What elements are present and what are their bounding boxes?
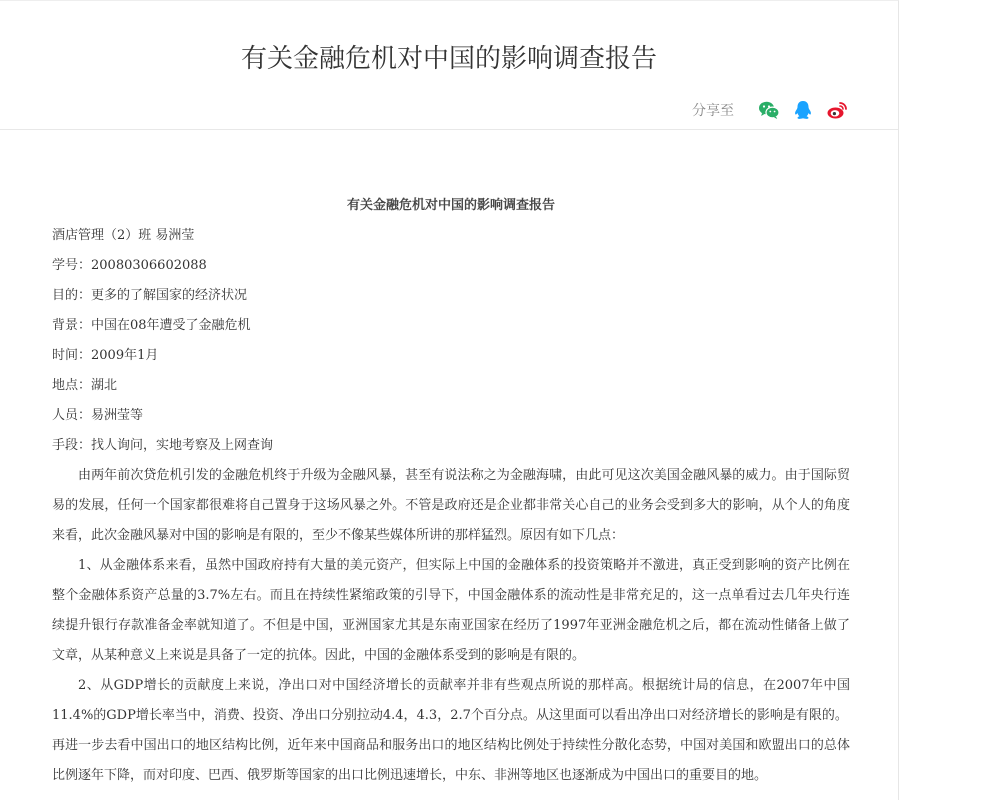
meta-method: 手段：找人询问，实地考察及上网查询 <box>52 438 274 453</box>
meta-class: 酒店管理（2）班 易洲莹 <box>52 228 195 243</box>
meta-personnel: 人员：易洲莹等 <box>52 408 144 423</box>
wechat-icon[interactable] <box>758 99 780 121</box>
meta-background: 背景：中国在08年遭受了金融危机 <box>52 318 251 333</box>
share-bar <box>692 97 848 123</box>
article-header <box>0 1 898 130</box>
meta-location: 地点：湖北 <box>52 378 118 393</box>
paragraph-point-1: 1、从金融体系来看，虽然中国政府持有大量的美元资产，但实际上中国的金融体系的投资策略并不激进，真正受到影响的资产比例在整个金融体系资产总量的3.7%左右。而且在持续性紧缩政策的引导下，中国金融体系的流动性是非常充足的，这一点单看过去几年央行连续提升银行存款准备金率就知道了。不但是中国，亚洲国家尤其是东南亚国家在经历了1997年亚洲金融危机之后，都在流动性储备上做了文章，从某种意义上来说是具备了一定的抗体。因此，中国的金融体系受到的影响是有限的。 <box>52 558 850 663</box>
paragraph-point-2: 2、从GDP增长的贡献度上来说，净出口对中国经济增长的贡献率并非有些观点所说的那样高。根据统计局的信息，在2007年中国11.4%的GDP增长率当中，消费、投资、净出口分别拉动4.4，4.3，2.7个百分点。从这里面可以看出净出口对经济增长的影响是有限的。 <box>52 678 850 723</box>
meta-time: 时间：2009年1月 <box>52 348 159 363</box>
paragraph-intro: 由两年前次贷危机引发的金融危机终于升级为金融风暴，甚至有说法称之为金融海啸，由此可见这次美国金融风暴的威力。由于国际贸易的发展，任何一个国家都很难将自己置身于这场风暴之外。不管是政府还是企业都非常关心自己的业务会受到多大的影响，从个人的角度来看，此次金融风暴对中国的影响是有限的，至少不像某些媒体所讲的那样猛烈。原因有如下几点： <box>52 468 850 543</box>
paragraph-export-structure: 再进一步去看中国出口的地区结构比例，近年来中国商品和服务出口的地区结构比例处于持续性分散化态势，中国对美国和欧盟出口的总体比例逐年下降，而对印度、巴西、俄罗斯等国家的出口比例迅速增长，中东、非洲等地区也逐渐成为中国出口的重要目的地。 <box>52 738 850 783</box>
qq-icon[interactable] <box>792 99 814 121</box>
article-content <box>52 191 850 791</box>
share-label: 分享至 <box>692 103 734 119</box>
document-title: 有关金融危机对中国的影响调查报告 <box>346 198 555 213</box>
meta-purpose: 目的：更多的了解国家的经济状况 <box>52 288 248 303</box>
meta-student-id: 学号：20080306602088 <box>52 258 207 273</box>
weibo-icon[interactable] <box>826 99 848 121</box>
page-title: 有关金融危机对中国的影响调查报告 <box>240 44 657 74</box>
